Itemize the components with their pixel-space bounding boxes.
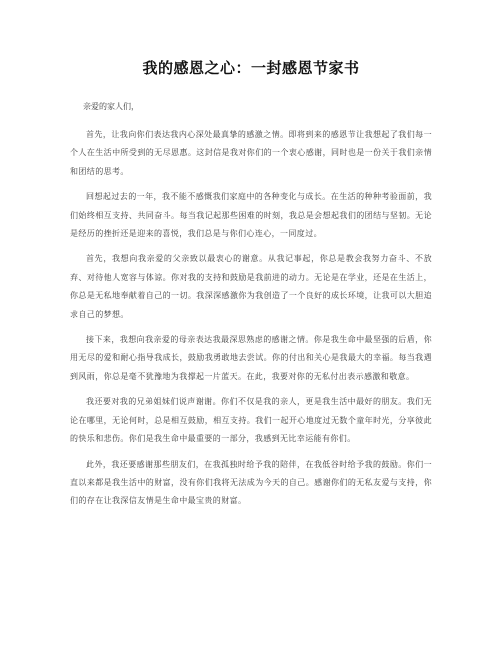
paragraph-1: 首先，让我向你们表达我内心深处最真挚的感激之情。即将到来的感恩节让我想起了我们每一个人在生活中所受到的无尽恩惠。这封信是我对你们的一个衷心感谢，同时也是一份关于我们亲情和团结的思考。: [70, 130, 432, 176]
salutation: 亲爱的家人们，: [83, 102, 139, 111]
paragraph-5: 我还要对我的兄弟姐妹们说声谢谢。你们不仅是我的亲人，更是我生活中最好的朋友。我们无论在哪里，无论何时，总是相互鼓励，相互支持。我们一起开心地度过无数个童年时光，分享彼此的快乐和悲伤。你们是我生命中最重要的一部分，我感到无比幸运能有你们。: [70, 397, 432, 444]
paragraph-4: 接下来，我想向我亲爱的母亲表达我最深思熟虑的感谢之情。你是我生命中最坚强的后盾，你用无尽的爱和耐心指导我成长，鼓励我勇敢地去尝试。你的付出和关心是我最大的幸福。每当我遇到风雨，你总是毫不犹豫地为我撑起一片蓝天。在此，我要对你的无私付出表示感激和敬意。: [70, 335, 432, 381]
paragraph-2: 回想起过去的一年，我不能不感慨我们家庭中的各种变化与成长。在生活的种种考验面前，我们始终相互支持、共同奋斗。每当我记起那些困难的时刻，我总是会想起我们的团结与坚韧。无论是经历的挫折还是迎来的喜悦，我们总是与你们心连心，一同度过。: [70, 192, 432, 239]
document-title: 我的感恩之心：一封感恩节家书: [142, 59, 360, 77]
paragraph-3: 首先，我想向我亲爱的父亲致以最衷心的谢意。从我记事起，你总是教会我努力奋斗、不放弃、对待他人宽容与体谅。你对我的支持和鼓励是我前进的动力。无论是在学业，还是在生活上，你总是无私地奉献着自己的一切。我深深感激你为我创造了一个良好的成长环境，让我可以大胆追求自己的梦想。: [70, 254, 432, 319]
paragraph-6: 此外，我还要感谢那些朋友们，在我孤独时给予我的陪伴，在我低谷时给予我的鼓励。你们一直以来都是我生活中的财富，没有你们我将无法成为今天的自己。感谢你们的无私友爱与支持，你们的存在让我深信友情是生命中最宝贵的财富。: [70, 459, 432, 506]
